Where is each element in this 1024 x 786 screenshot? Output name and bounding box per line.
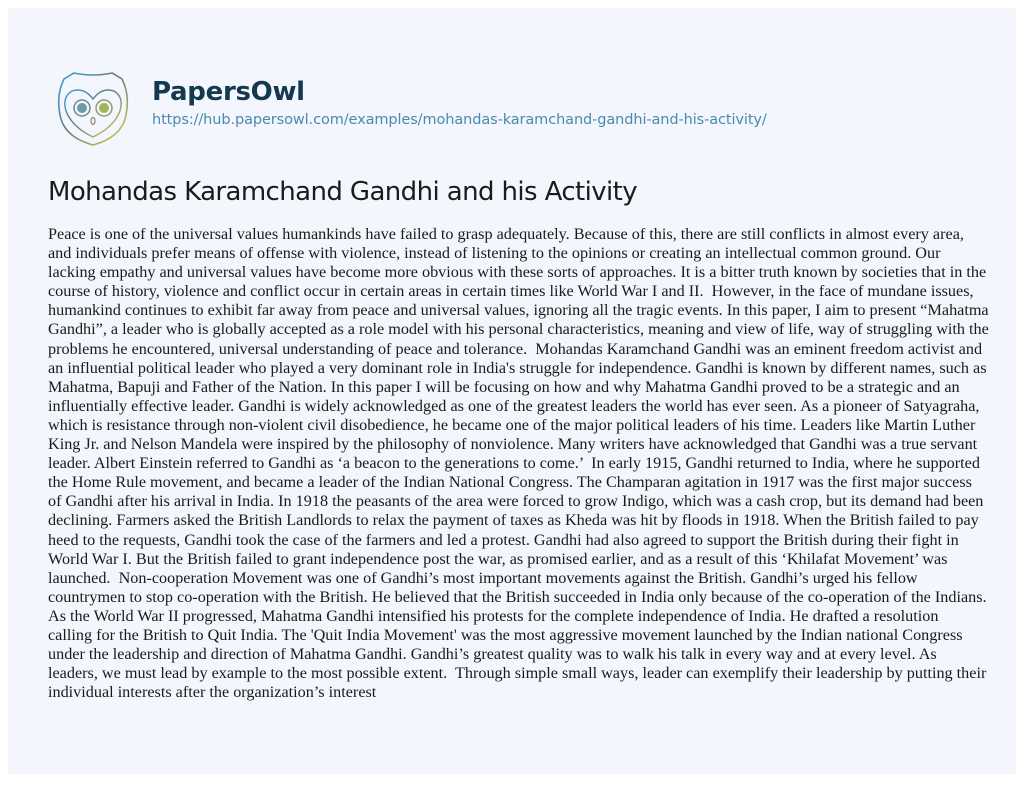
text-line: influentially effective leader. Gandhi is widely acknowledged as one of the greatest leaders the world has ever seen. As a pioneer of Satyagraha, — [48, 396, 980, 415]
text-line: leaders, we must lead by example to the most possible extent. Through simple small ways, leader can exemplify their leadership by putting their — [48, 664, 987, 683]
text-line: individual interests after the organization’s interest — [48, 683, 377, 702]
text-line: As the World War II progressed, Mahatma Gandhi intensified his protests for the complete independence of India. He drafted a resolution — [48, 606, 939, 625]
text-line: King Jr. and Nelson Mandela were inspired by the philosophy of nonviolence. Many writers have acknowledged that Gandhi was a true servant — [48, 435, 978, 454]
owl-logo-icon — [50, 65, 136, 151]
text-line: Peace is one of the universal values humankinds have failed to grasp adequately. Because of this, there are still conflicts in almost every area, — [48, 225, 964, 243]
text-line: humankind continues to exhibit far away from peace and universal values, ignoring all the tragic events. In this paper, I aim to present “Mahatma — [48, 301, 989, 320]
text-line: World War I. But the British failed to grant independence post the war, as promised earlier, and as a result of this ‘Khilafat Movement’ was — [48, 549, 948, 568]
brand-name: PapersOwl — [152, 77, 305, 107]
text-line: declining. Farmers asked the British Landlords to relax the payment of taxes as Kheda was hit by floods in 1918. When the British failed to pay — [48, 511, 979, 530]
text-line: launched. Non-cooperation Movement was one of Gandhi’s most important movements against the British. Gandhi’s urged his fellow — [48, 568, 918, 587]
text-line: under the leadership and direction of Mahatma Gandhi. Gandhi’s greatest quality was to walk his talk in every way and at every level. As — [48, 645, 937, 664]
text-line: of Gandhi after his arrival in India. In 1918 the peasants of the area were forced to grow Indigo, which was a cash crop, but its demand had been — [48, 492, 984, 511]
site-header — [50, 65, 767, 165]
text-line: heed to the requests, Gandhi took the case of the farmers and led a protest. Gandhi had also agreed to support the British during their fight in — [48, 530, 959, 549]
text-line: which is resistance through non-violent civil disobedience, he became one of the major political leaders of his time. Leaders like Martin Luther — [48, 415, 976, 434]
essay-body — [48, 225, 998, 702]
text-line: the Home Rule movement, and became a leader of the Indian National Congress. The Champaran agitation in 1917 was the first major success — [48, 473, 972, 492]
source-url[interactable]: https://hub.papersowl.com/examples/mohandas-karamchand-gandhi-and-his-activity/ — [152, 112, 767, 128]
text-line: an influential political leader who played a very dominant role in India's struggle for independence. Gandhi is known by different names, such as — [48, 358, 987, 377]
text-line: problems he encountered, universal understanding of peace and tolerance. Mohandas Karamchand Gandhi was an eminent freedom activist and — [48, 339, 983, 358]
text-line: course of history, violence and conflict occur in certain areas in certain times like World War I and II. However, in the face of mundane issues, — [48, 282, 974, 301]
brand-block — [152, 75, 767, 129]
text-line: and individuals prefer means of offense with violence, instead of listening to the opinions or creating an intellectual common ground. Our — [48, 244, 941, 263]
text-line: countrymen to stop co-operation with the British. He believed that the British succeeded in India only because of the co-operation of the Indians. — [48, 587, 987, 606]
document-page — [8, 8, 1016, 774]
text-line: lacking empathy and universal values have become more obvious with these sorts of approaches. It is a bitter truth known by societies that in the — [48, 263, 987, 282]
page-title: Mohandas Karamchand Gandhi and his Activity — [48, 177, 638, 207]
text-line: calling for the British to Quit India. The 'Quit India Movement' was the most aggressive movement launched by the Indian national Congress — [48, 625, 963, 644]
text-line: leader. Albert Einstein referred to Gandhi as ‘a beacon to the generations to come.’ In early 1915, Gandhi returned to India, where he supported — [48, 454, 980, 473]
text-line: Gandhi”, a leader who is globally accepted as a role model with his personal characteristics, meaning and view of life, way of struggling with the — [48, 320, 989, 339]
text-line: Mahatma, Bapuji and Father of the Nation. In this paper I will be focusing on how and why Mahatma Gandhi proved to be a strategic and an — [48, 377, 960, 396]
